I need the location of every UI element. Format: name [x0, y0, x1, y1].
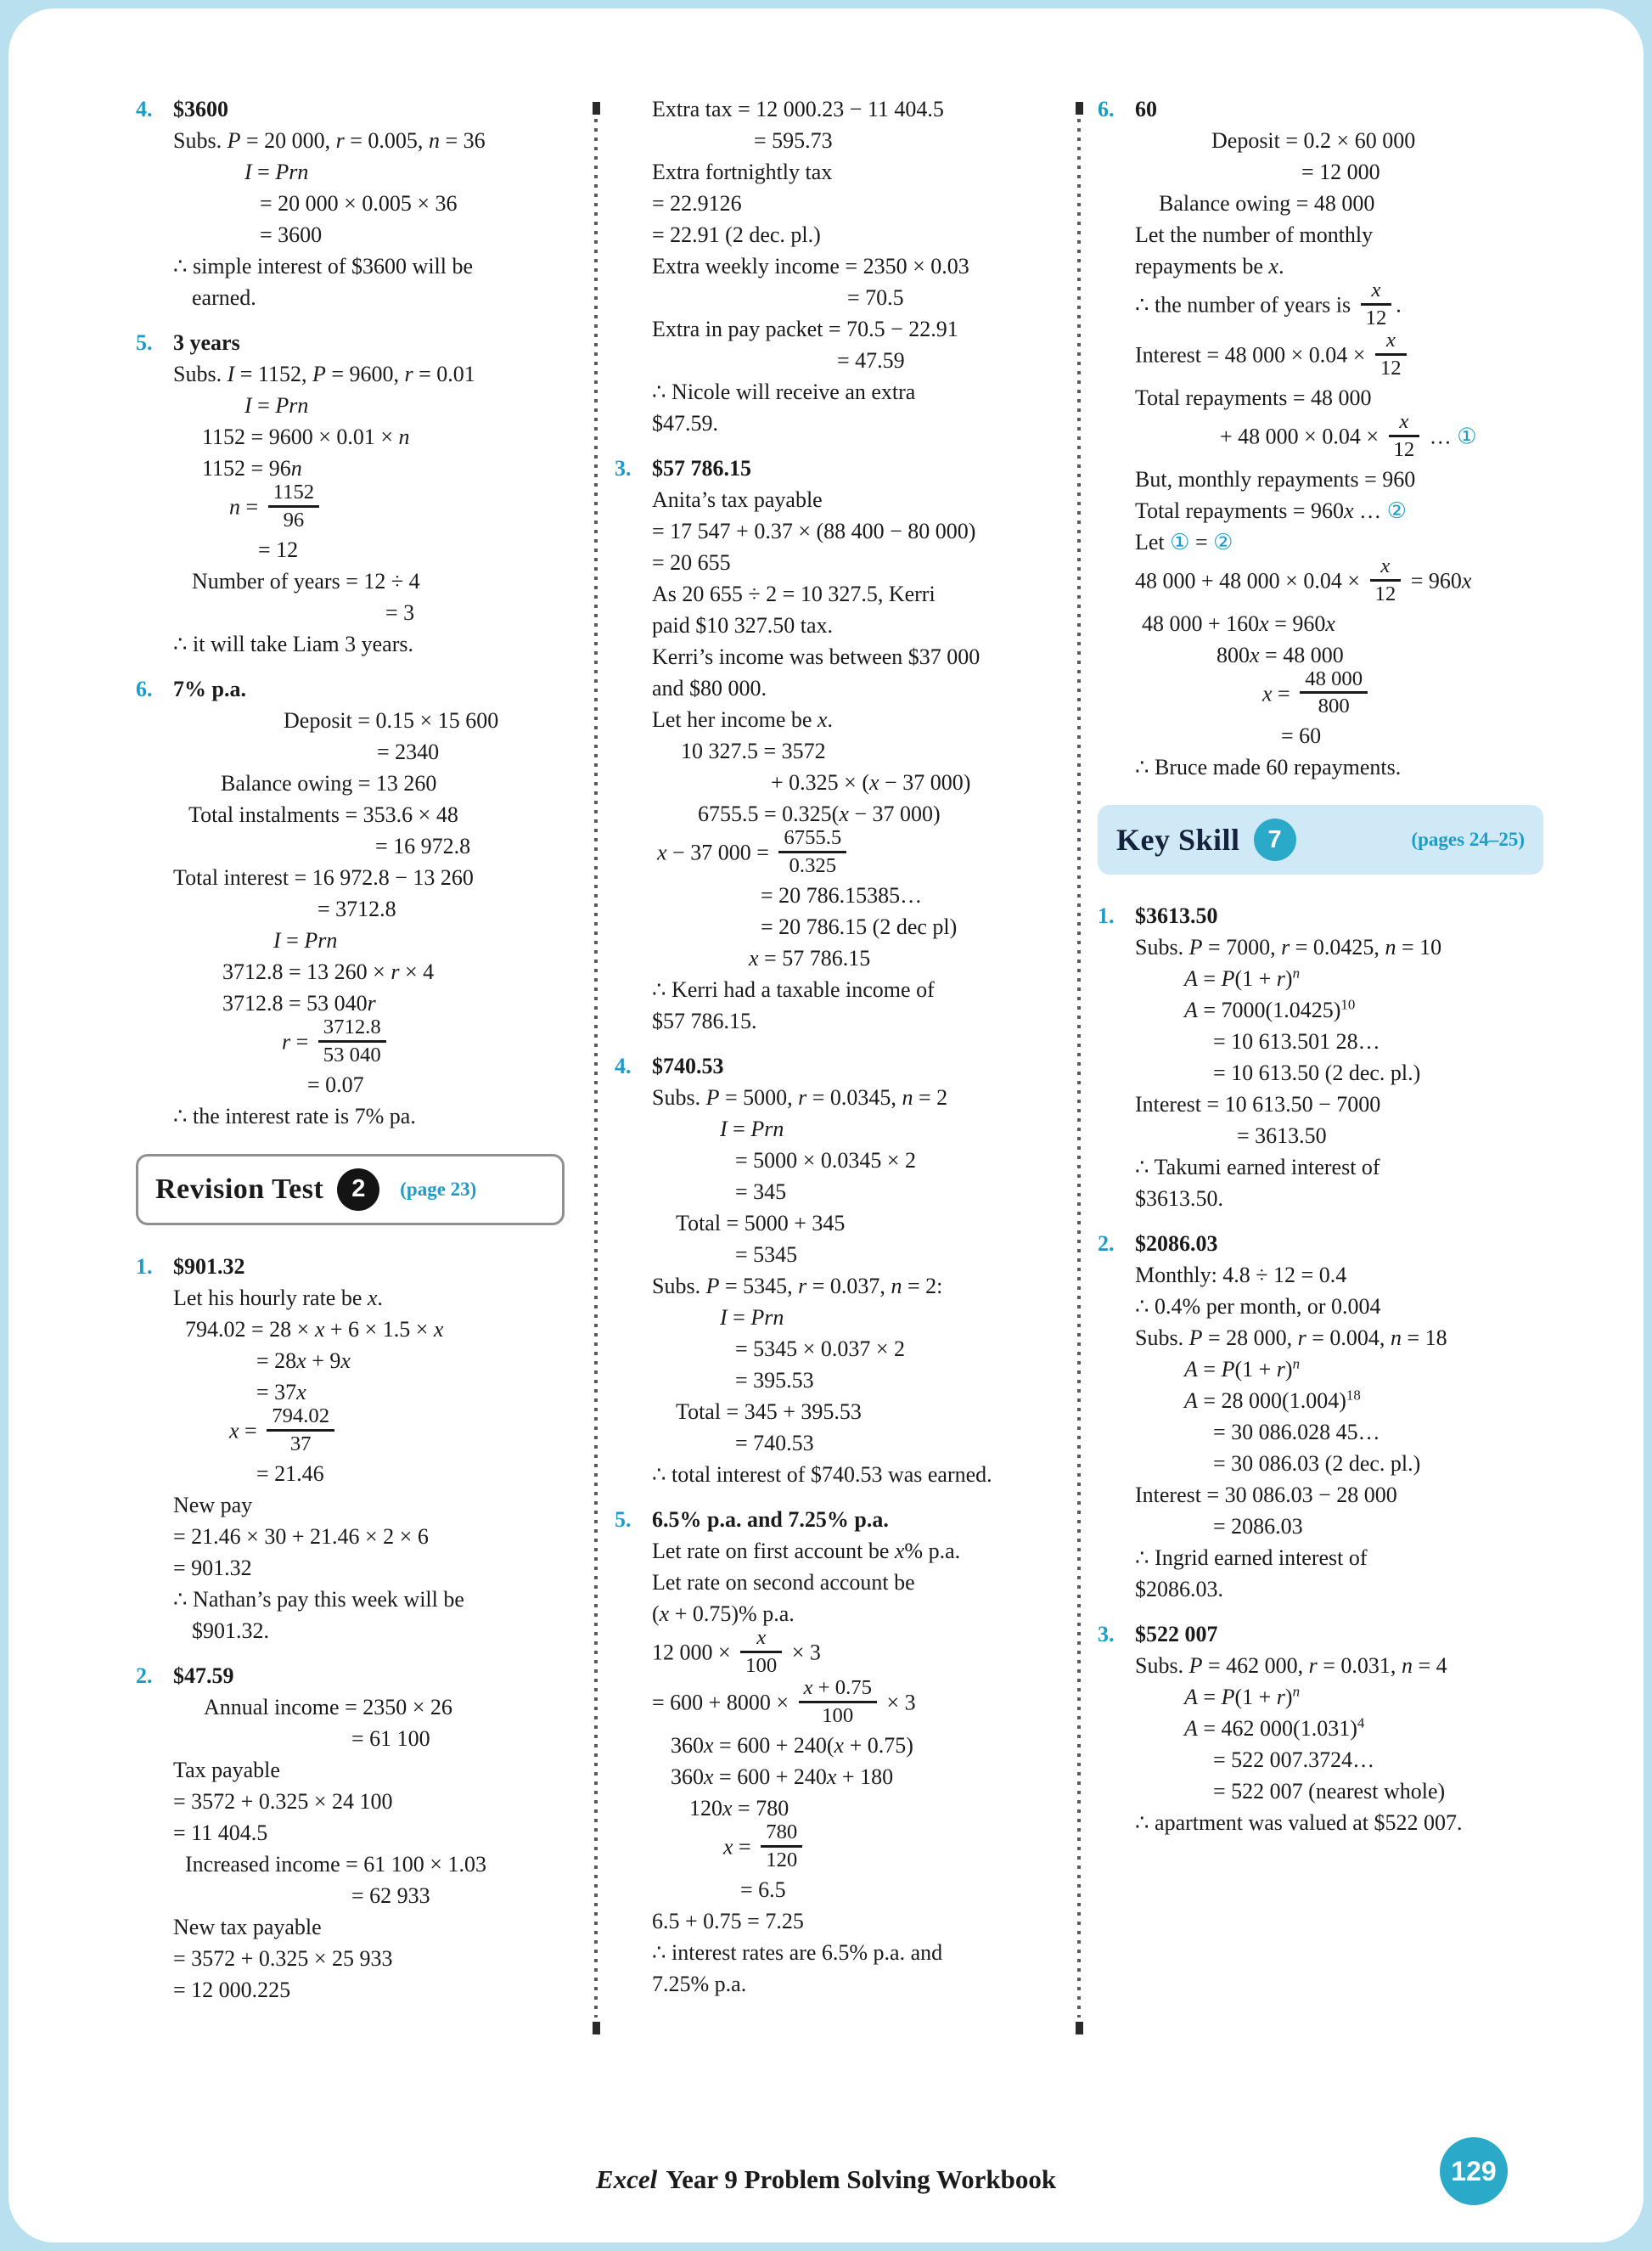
- solution-line: As 20 655 ÷ 2 = 10 327.5, Kerri: [652, 582, 936, 606]
- solution-3: [615, 453, 1060, 1037]
- solution-line: Kerri’s income was between $37 000: [652, 644, 981, 669]
- solution-line: Anita’s tax payable: [652, 487, 823, 512]
- solution-line: Interest = 48 000 × 0.04 × $\frac{x}{12}$: [1135, 332, 1560, 382]
- solution-line: Subs. P = 462 000, r = 0.031, n = 4: [1135, 1653, 1447, 1679]
- solution-line: ∴ Kerri had a taxable income of: [652, 976, 935, 1002]
- heading-number-badge: 2: [337, 1168, 379, 1211]
- solution-line: Subs. I = 1152, P = 9600, r = 0.01: [173, 362, 475, 386]
- solution-line: $47.59.: [652, 411, 718, 436]
- fraction-numerator: 6755.5: [778, 827, 846, 853]
- solution-line: = 5345: [735, 1241, 798, 1267]
- solution-line: $2086.03.: [1135, 1577, 1223, 1602]
- fraction: [1300, 668, 1368, 718]
- solution-line: Total = 5000 + 345: [676, 1210, 846, 1235]
- circled-step-number: ②: [1213, 529, 1233, 554]
- fraction-numerator: x: [1361, 279, 1392, 306]
- solution-line: ∴ the interest rate is 7% pa.: [173, 1103, 416, 1128]
- solution-head: [136, 1660, 577, 1691]
- solution-line: But, monthly repayments = 960: [1135, 466, 1416, 492]
- solution-line: x = 57 786.15: [749, 945, 871, 971]
- solution-line: A = 462 $000(1.031)^4$: [1184, 1714, 1365, 1742]
- solution-line: Let rate on first account be x% p.a.: [652, 1538, 961, 1563]
- solution-line: ∴ the number of years is $\frac{x}{12}$ .: [1135, 279, 1402, 329]
- solution-6: [136, 673, 577, 1132]
- solution-line: ∴ Takumi earned interest of: [1135, 1155, 1380, 1180]
- solution-line: = 595.73: [754, 128, 833, 153]
- solution-line: ∴ Nicole will receive an extra: [652, 380, 916, 404]
- solution-head: [1098, 1618, 1560, 1650]
- solution-line: Let ① = ②: [1135, 529, 1233, 554]
- solution-line: = 20 655: [652, 550, 731, 575]
- solution-number: 3.: [615, 456, 632, 481]
- solution-line: = 17 547 + 0.37 × (88 400 − 80 000): [652, 519, 976, 543]
- solution-line: Subs. P = 5345, r = 0.037, n = 2:: [652, 1273, 943, 1298]
- solution-answer: 3 years: [173, 330, 240, 355]
- solution-line: (x + 0.75)% p.a.: [652, 1601, 795, 1626]
- solution-line: = 3572 + 0.325 × 24 100: [173, 1788, 393, 1814]
- solution-line: = 5000 × 0.0345 × 2: [735, 1147, 916, 1173]
- column-3: [1098, 93, 1560, 2038]
- solution-line: ∴ total interest of $740.53 was earned.: [652, 1461, 992, 1487]
- solution-line: Subs. P = 20 000, r = 0.005, n = 36: [173, 128, 486, 153]
- solution-line: 6.5 + 0.75 = 7.25: [652, 1908, 804, 1933]
- solution-line: Total instalments = 353.6 × 48: [188, 802, 458, 827]
- solution-line: = 20 786.15385…: [761, 882, 923, 908]
- solution-number: 5.: [615, 1506, 632, 1532]
- solution-line: = 3613.50: [1237, 1123, 1327, 1149]
- solution-line: 3712.8 = 13 260 × r × 4: [222, 959, 435, 984]
- solution-2: [136, 1660, 577, 2006]
- solution-number: 5.: [136, 330, 153, 355]
- solution-number: 6.: [136, 676, 153, 701]
- solution-line: + 48 000 × 0.04 × $\frac{x}{12}$ … ①: [1220, 409, 1477, 461]
- fraction-denominator: 100: [822, 1703, 854, 1727]
- solution-line: Total interest = 16 972.8 − 13 260: [173, 864, 474, 890]
- solution-line: = 12 000: [1301, 160, 1380, 184]
- solution-line: 800x = 48 000: [1217, 642, 1344, 667]
- solution-number: 4.: [136, 97, 153, 121]
- solution-line: Subs. P = 7000, r = 0.0425, n = 10: [1135, 935, 1442, 960]
- solution-line: = 20 786.15 (2 dec pl): [761, 914, 958, 939]
- solution-line: x = $\frac{794.02}{37}$: [173, 1408, 577, 1458]
- solution-line: 360x = 600 + 240x + 180: [671, 1764, 894, 1789]
- heading-page-ref: (pages 24–25): [1411, 829, 1525, 851]
- solution-line: Let his hourly rate be x.: [173, 1285, 383, 1310]
- fraction-denominator: 53 040: [323, 1043, 381, 1066]
- solution-head: [136, 1251, 577, 1282]
- fraction-denominator: 12: [1374, 582, 1396, 605]
- fraction-denominator: 12: [1393, 437, 1415, 461]
- solution-line: 6755.5 = 0.325(x − 37 000): [698, 802, 941, 826]
- heading-title: Key Skill: [1116, 823, 1240, 858]
- solution-line: = 60: [1281, 723, 1322, 749]
- footer-brand: Excel: [595, 2164, 658, 2194]
- solution-line: = 70.5: [847, 285, 904, 310]
- revision-test-heading: [136, 1154, 565, 1225]
- solution-line: = 3600: [260, 222, 323, 247]
- solution-line: Let her income be x.: [652, 707, 833, 732]
- page: [8, 8, 1644, 2243]
- solution-line: = 47.59: [837, 348, 905, 373]
- solution-answer: $522 007: [1135, 1622, 1218, 1647]
- solution-line: = 600 + 8000 × $\frac{x + 0.75}{100}$ × 3: [652, 1675, 916, 1727]
- circled-step-number: ②: [1386, 498, 1407, 523]
- fraction: [1375, 329, 1407, 380]
- solution-answer: 6.5% p.a. and 7.25% p.a.: [652, 1506, 889, 1532]
- solution-line: $A = P(1 + r)^n$: [1184, 965, 1301, 992]
- solution-line: Total = 345 + 395.53: [676, 1398, 862, 1424]
- solution-line: x − 37 000 = $\frac{6755.5}{0.325}$: [652, 830, 1060, 880]
- solution-line: = 3: [385, 599, 415, 625]
- solution-2: [1098, 1228, 1560, 1605]
- solution-line: $A = P(1 + r)^n$: [1184, 1683, 1301, 1710]
- solution-number: 1.: [1098, 903, 1115, 929]
- solution-line: $3613.50.: [1135, 1186, 1223, 1212]
- solution-answer: $3613.50: [1135, 903, 1218, 929]
- solution-6: [1098, 93, 1560, 783]
- solution-line: = 6.5: [740, 1877, 786, 1902]
- fraction: [1361, 279, 1392, 329]
- solution-5: [136, 327, 577, 660]
- solution-line: 48 000 + 48 000 × 0.04 × $\frac{x}{12}$ = 960x: [1135, 554, 1472, 605]
- solution-line: ∴ Ingrid earned interest of: [1135, 1545, 1368, 1571]
- solution-line: = 61 100: [351, 1725, 430, 1751]
- solution-line: I = Prn: [720, 1304, 784, 1330]
- solution-line: Number of years = 12 ÷ 4: [192, 568, 420, 594]
- solution-line: 3712.8 = 53 040r: [222, 990, 376, 1016]
- solution-number: 3.: [1098, 1622, 1115, 1647]
- solution-line: = 22.91 (2 dec. pl.): [652, 222, 821, 247]
- solution-line: earned.: [192, 285, 256, 310]
- solution-line: I = Prn: [273, 927, 338, 953]
- fraction-denominator: 37: [289, 1432, 312, 1455]
- solution-line: = 28x + 9x: [256, 1348, 351, 1373]
- solution-line: ∴ it will take Liam 3 years.: [173, 631, 413, 656]
- solution-line: Deposit = 0.15 × 15 600: [284, 707, 499, 733]
- solution-number: 4.: [615, 1053, 632, 1078]
- solution-line: $901.32.: [192, 1618, 269, 1643]
- solution-line: Increased income = 61 100 × 1.03: [185, 1851, 486, 1877]
- solution-line: = 37x: [256, 1379, 306, 1404]
- divider-dotted-line: [1077, 119, 1081, 2017]
- solution-line: = 30 086.03 (2 dec. pl.): [1213, 1451, 1421, 1477]
- solution-line: and $80 000.: [652, 676, 767, 701]
- solution-1: [136, 1251, 577, 1646]
- solution-line: Let the number of monthly: [1135, 222, 1374, 247]
- solution-line: 120x = 780: [689, 1795, 789, 1820]
- solution-line: New tax payable: [173, 1914, 322, 1939]
- solution-number: 2.: [1098, 1231, 1115, 1257]
- solution-line: 7.25% p.a.: [652, 1971, 747, 1996]
- solution-line: = 3712.8: [317, 896, 396, 921]
- solution-head: [615, 453, 1060, 484]
- solution-3: [1098, 1618, 1560, 1838]
- fraction: [761, 1821, 802, 1871]
- fraction-numerator: x: [1389, 411, 1420, 437]
- fraction: [267, 1405, 334, 1455]
- solution-line: = 12: [258, 537, 299, 562]
- solution-line: x = $\frac{780}{120}$: [652, 1824, 1060, 1874]
- solution-line: I = Prn: [720, 1116, 784, 1141]
- solution-line: Let rate on second account be: [652, 1569, 915, 1595]
- solution-head: [136, 93, 577, 125]
- solution-line: 794.02 = 28 × x + 6 × 1.5 × x: [185, 1316, 444, 1342]
- fraction: [740, 1627, 782, 1677]
- heading-number-badge: 7: [1254, 819, 1296, 861]
- solution-line: = 345: [735, 1179, 787, 1204]
- solution-head: [615, 1504, 1060, 1535]
- solution-line: = 21.46: [256, 1460, 324, 1486]
- fraction: [1370, 555, 1402, 605]
- solution-line: ∴ Nathan’s pay this week will be: [173, 1586, 464, 1612]
- solution-line: Deposit = 0.2 × 60 000: [1211, 128, 1416, 153]
- fraction-numerator: 794.02: [267, 1405, 334, 1432]
- solution-continued: [615, 93, 1060, 439]
- solution-line: Interest = 30 086.03 − 28 000: [1135, 1483, 1397, 1508]
- fraction-denominator: 120: [766, 1848, 798, 1871]
- divider-end-cap: [1076, 102, 1083, 115]
- fraction-numerator: x + 0.75: [799, 1677, 877, 1703]
- solution-line: Monthly: 4.8 ÷ 12 = 0.4: [1135, 1263, 1347, 1288]
- solution-line: Interest = 10 613.50 − 7000: [1135, 1092, 1381, 1117]
- solution-4: [136, 93, 577, 313]
- solution-line: = 522 007.3724…: [1213, 1747, 1375, 1773]
- solution-line: = 5345 × 0.037 × 2: [735, 1336, 905, 1361]
- circled-step-number: ①: [1457, 424, 1477, 449]
- column-1: [136, 93, 577, 2038]
- solution-head: [1098, 900, 1560, 931]
- fraction: [268, 481, 319, 532]
- divider-dotted-line: [594, 119, 598, 2017]
- solution-line: = 10 613.501 28…: [1213, 1029, 1380, 1055]
- solution-line: $A = P(1 + r)^n$: [1184, 1355, 1301, 1382]
- footer-title: Year 9 Problem Solving Workbook: [666, 2164, 1057, 2194]
- solution-answer: $57 786.15: [652, 456, 751, 481]
- solution-line: New pay: [173, 1492, 253, 1517]
- solution-line: 1152 = 9600 × 0.01 × n: [202, 425, 410, 449]
- solution-line: Total repayments = 48 000: [1135, 385, 1372, 410]
- solution-line: Subs. P = 28 000, r = 0.004, n = 18: [1135, 1325, 1447, 1351]
- solution-number: 1.: [136, 1253, 153, 1279]
- solution-answer: 60: [1135, 97, 1157, 121]
- solution-line: 360x = 600 + 240(x + 0.75): [671, 1732, 913, 1758]
- solution-line: = 2086.03: [1213, 1514, 1303, 1539]
- solution-line: = 10 613.50 (2 dec. pl.): [1213, 1061, 1421, 1086]
- fraction: [778, 827, 846, 877]
- solution-line: = 740.53: [735, 1430, 814, 1455]
- solution-line: Extra in pay packet = 70.5 − 22.91: [652, 317, 958, 341]
- solution-line: = 12 000.225: [173, 1977, 291, 2002]
- fraction-numerator: 48 000: [1300, 668, 1368, 695]
- fraction-numerator: 1152: [268, 481, 319, 508]
- solution-line: Total repayments = 960x … ②: [1135, 498, 1407, 523]
- heading-page-ref: (page 23): [400, 1178, 477, 1200]
- solution-answer: $2086.03: [1135, 1231, 1218, 1257]
- solution-number: 2.: [136, 1663, 153, 1688]
- page-number-badge: 129: [1440, 2137, 1508, 2205]
- fraction-numerator: x: [740, 1627, 782, 1653]
- solution-answer: $47.59: [173, 1663, 234, 1688]
- solution-line: repayments be x.: [1135, 254, 1284, 279]
- solution-line: ∴ 0.4% per month, or 0.004: [1135, 1294, 1381, 1320]
- fraction-numerator: 780: [761, 1821, 802, 1848]
- solution-line: Balance owing = 13 260: [221, 770, 437, 796]
- solution-number: 6.: [1098, 97, 1115, 121]
- fraction-denominator: 12: [1379, 356, 1402, 380]
- fraction: [799, 1677, 877, 1727]
- solution-line: Extra weekly income = 2350 × 0.03: [652, 254, 969, 279]
- solution-line: A = 28 $000(1.004)^{18}$: [1184, 1387, 1361, 1414]
- solution-answer: $740.53: [652, 1053, 724, 1078]
- solution-line: r = $\frac{3712.8}{53 040}$: [173, 1019, 577, 1069]
- solution-line: = 22.9126: [652, 191, 742, 216]
- solution-line: = 2340: [377, 739, 440, 764]
- fraction-numerator: x: [1375, 329, 1407, 356]
- solution-line: 48 000 + 160x = 960x: [1142, 611, 1335, 636]
- solution-line: x = $\frac{48 000}{800}$: [1135, 671, 1560, 721]
- solution-line: = 901.32: [173, 1555, 252, 1580]
- solution-answer: 7% p.a.: [173, 676, 246, 701]
- solution-1: [1098, 900, 1560, 1214]
- solution-head: [615, 1050, 1060, 1082]
- solution-line: 12 000 × $\frac{x}{100}$ × 3: [652, 1625, 821, 1677]
- heading-title: Revision Test: [155, 1173, 324, 1205]
- fraction-numerator: x: [1370, 555, 1402, 582]
- divider-end-cap: [593, 2022, 600, 2034]
- fraction-denominator: 800: [1318, 695, 1350, 718]
- solution-line: = 21.46 × 30 + 21.46 × 2 × 6: [173, 1523, 429, 1549]
- solution-head: [136, 327, 577, 358]
- fraction: [318, 1016, 386, 1066]
- column-divider: [1060, 93, 1098, 2038]
- solution-answer: $901.32: [173, 1253, 245, 1279]
- solution-4: [615, 1050, 1060, 1490]
- solution-line: n = $\frac{1152}{96}$: [173, 484, 577, 534]
- solution-line: 10 327.5 = 3572: [681, 739, 826, 763]
- solution-line: Balance owing = 48 000: [1159, 191, 1375, 216]
- answers-content: [8, 8, 1644, 2038]
- solution-line: I = Prn: [244, 160, 309, 184]
- solution-line: Annual income = 2350 × 26: [204, 1694, 452, 1719]
- solution-answer: $3600: [173, 97, 228, 121]
- solution-line: ∴ interest rates are 6.5% p.a. and: [652, 1939, 943, 1965]
- solution-line: Subs. P = 5000, r = 0.0345, n = 2: [652, 1084, 948, 1110]
- fraction-denominator: 96: [283, 508, 305, 532]
- solution-line: $57 786.15.: [652, 1008, 757, 1033]
- solution-5: [615, 1504, 1060, 2000]
- key-skill-heading: [1098, 805, 1543, 875]
- solution-line: Tax payable: [173, 1757, 280, 1782]
- solution-line: = 11 404.5: [173, 1820, 268, 1845]
- column-divider: [577, 93, 615, 2038]
- fraction: [1389, 411, 1420, 461]
- divider-end-cap: [593, 102, 600, 115]
- solution-line: ∴ simple interest of $3600 will be: [173, 254, 474, 279]
- solution-line: Extra fortnightly tax: [652, 160, 833, 184]
- footer: [8, 2164, 1644, 2195]
- fraction-denominator: 100: [745, 1653, 778, 1677]
- solution-line: = 3572 + 0.325 × 25 933: [173, 1945, 393, 1971]
- solution-line: Extra tax = 12 000.23 − 11 404.5: [652, 97, 944, 121]
- solution-line: ∴ apartment was valued at $522 007.: [1135, 1810, 1463, 1836]
- solution-line: ∴ Bruce made 60 repayments.: [1135, 755, 1402, 780]
- solution-head: [1098, 93, 1560, 125]
- solution-line: = 16 972.8: [375, 833, 471, 858]
- column-2: [615, 93, 1060, 2038]
- fraction-denominator: 0.325: [789, 853, 837, 877]
- solution-line: = 395.53: [735, 1367, 814, 1393]
- solution-head: [1098, 1228, 1560, 1259]
- solution-line: I = Prn: [244, 393, 309, 418]
- solution-head: [136, 673, 577, 705]
- fraction-denominator: 12: [1365, 306, 1387, 329]
- solution-line: = 20 000 × 0.005 × 36: [260, 191, 458, 216]
- solution-line: = 30 086.028 45…: [1213, 1420, 1380, 1445]
- solution-line: = 62 933: [351, 1882, 430, 1908]
- solution-line: = 0.07: [307, 1072, 364, 1097]
- solution-line: paid $10 327.50 tax.: [652, 613, 834, 638]
- circled-step-number: ①: [1170, 529, 1190, 554]
- solution-line: $A = 7000(1.0425)^{10}$: [1184, 996, 1356, 1023]
- solution-line: + 0.325 × (x − 37 000): [771, 770, 971, 795]
- fraction-numerator: 3712.8: [318, 1016, 386, 1043]
- solution-line: = 522 007 (nearest whole): [1213, 1779, 1446, 1804]
- solution-line: 1152 = 96n: [202, 456, 302, 481]
- divider-end-cap: [1076, 2022, 1083, 2034]
